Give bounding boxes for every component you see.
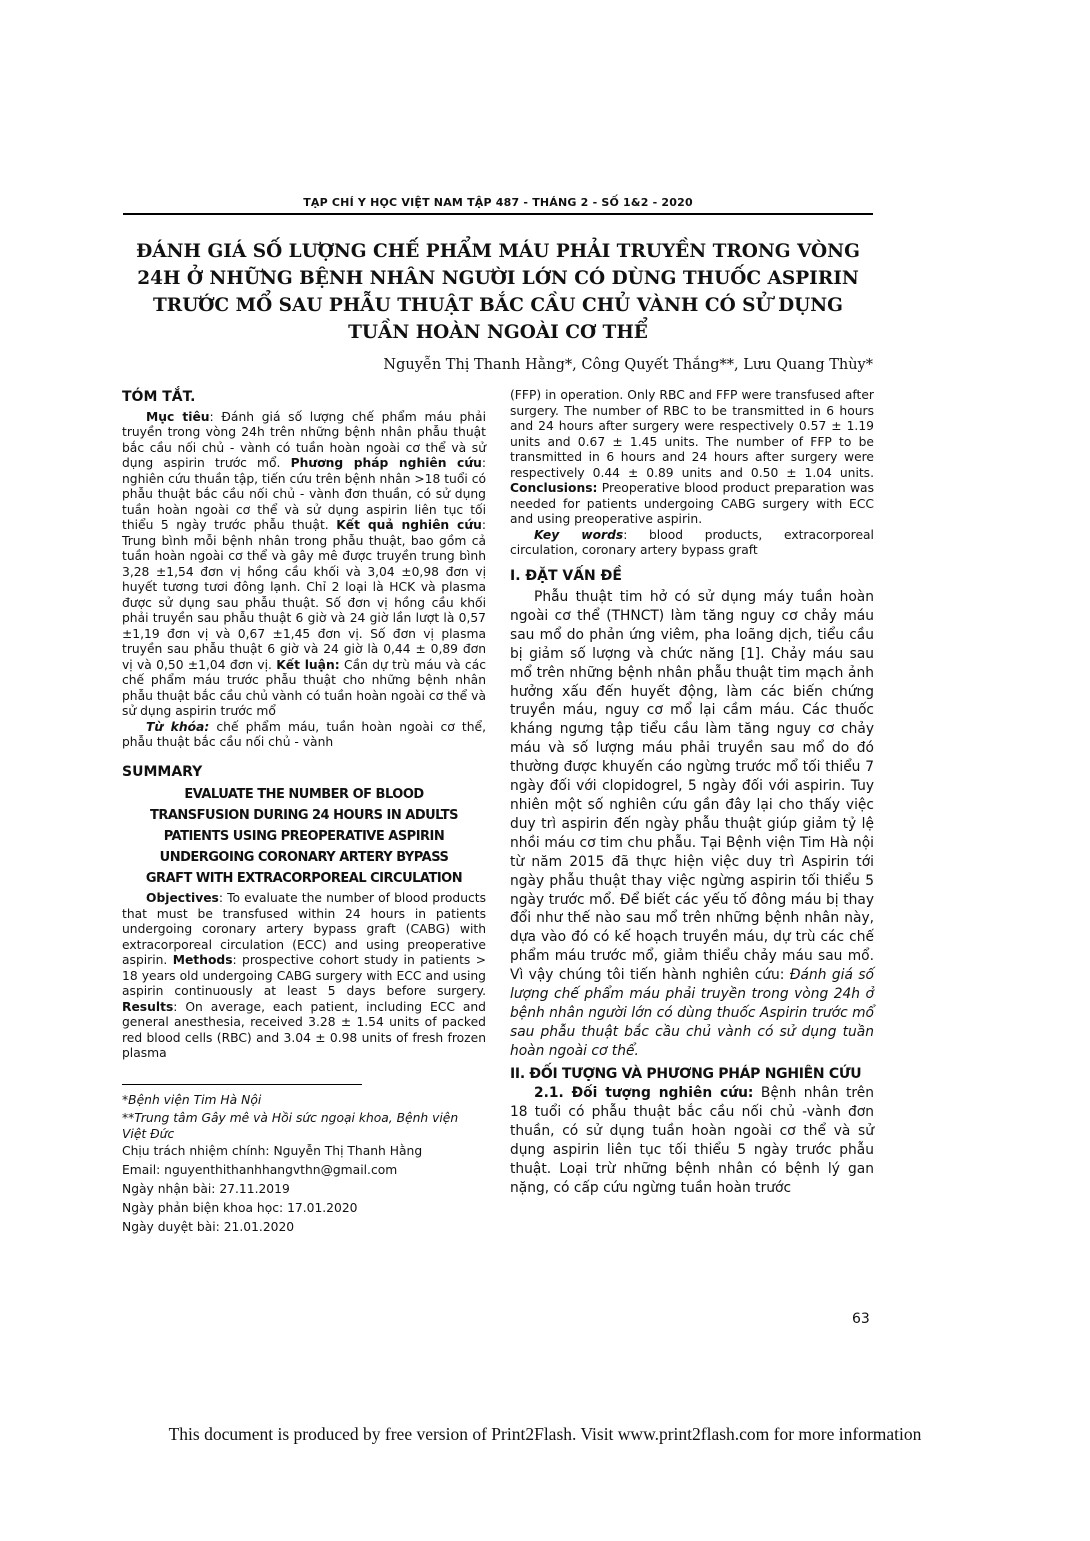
footnote-affiliation-1: *Bệnh viện Tim Hà Nội: [122, 1092, 262, 1107]
ket-qua-label: Kết quả nghiên cứu: [336, 518, 482, 532]
key-words-text: : blood products, extracorporeal circulation, coronary artery bypass graft: [510, 527, 874, 557]
tu-khoa-label: Từ khóa:: [146, 719, 210, 734]
results-label: Results: [122, 999, 174, 1014]
article-title: [123, 238, 873, 346]
tu-khoa-text: chế phẩm máu, tuần hoàn ngoài cơ thể, phẫu thuật bắc cầu nối chủ - vành: [122, 719, 486, 749]
footnote-reviewed: Ngày phản biện khoa học: 17.01.2020: [122, 1200, 358, 1215]
left-column: [122, 390, 486, 1237]
footnote-responsible: Chịu trách nhiệm chính: Nguyễn Thị Thanh Hằng: [122, 1143, 423, 1158]
tom-tat-heading: TÓM TẮT.: [122, 389, 196, 405]
section-1-heading: I. ĐẶT VẤN ĐỀ: [510, 567, 622, 584]
title-line: 24H Ở NHỮNG BỆNH NHÂN NGƯỜI LỚN CÓ DÙNG THUỐC ASPIRIN: [137, 268, 859, 289]
section-1-body: [510, 588, 874, 1061]
english-title: [122, 784, 486, 889]
title-line: TUẦN HOÀN NGOÀI CƠ THỂ: [348, 322, 648, 343]
section-2-heading: II. ĐỐI TƯỢNG VÀ PHƯƠNG PHÁP NGHIÊN CỨU: [510, 1065, 862, 1082]
methods-text: : prospective cohort study in patients > 18 years old undergoing CABG surgery with ECC and using aspirin continuously at least 5 days before surgery.: [122, 953, 487, 998]
title-line: TRƯỚC MỔ SAU PHẪU THUẬT BẮC CẦU CHỦ VÀNH CÓ SỬ DỤNG: [153, 295, 843, 316]
phuong-phap-text: : nghiên cứu thuần tập, tiến cứu trên bệnh nhân >18 tuổi có phẫu thuật bắc cầu nối chủ - vành đơn thuần, có sử dụng tuần hoàn ngoài cơ thể và sử dụng aspirin liên tục tối thiểu 5 ngày trước phẫu thuật.: [122, 456, 486, 532]
key-words: [510, 528, 874, 559]
title-line: ĐÁNH GIÁ SỐ LƯỢNG CHẾ PHẨM MÁU PHẢI TRUYỀN TRONG VÒNG: [136, 241, 860, 262]
header-rule: [123, 213, 873, 215]
muc-tieu-text: : Đánh giá số lượng chế phẩm máu phải truyền trong vòng 24h trên những bệnh nhân phẫu thuật bắc cầu nối chủ - vành có tuần hoàn ngoài cơ thể và sử dụng aspirin trước mổ.: [122, 409, 487, 470]
ket-luan-text: Cần dự trù máu và các chế phẩm máu trước phẫu thuật cho những bệnh nhân phẫu thuật bắc cầu chủ vành có tuần hoàn ngoài cơ thể và sử dụng aspirin trước mổ: [122, 657, 486, 718]
authors: Nguyễn Thị Thanh Hằng*, Công Quyết Thắng**, Lưu Quang Thùy*: [383, 357, 873, 373]
section-2-1-label: 2.1. Đối tượng nghiên cứu:: [534, 1085, 754, 1102]
footnote-received: Ngày nhận bài: 27.11.2019: [122, 1181, 290, 1196]
summary-abstract: [122, 891, 486, 1062]
right-column: [510, 388, 874, 1198]
methods-label: Methods: [172, 953, 233, 967]
phuong-phap-label: Phương pháp nghiên cứu: [290, 456, 482, 470]
print2flash-watermark: This document is produced by free version of Print2Flash. Visit www.print2flash.com for more information: [168, 1424, 922, 1444]
english-title-line: EVALUATE THE NUMBER OF BLOOD: [184, 787, 424, 802]
objectives-text: : To evaluate the number of blood products that must be transfused within 24 hours in patients undergoing coronary artery bypass graft (CABG) with extracorporeal circulation (ECC) and using preoperative aspirin.: [122, 891, 486, 967]
footnote-email: Email: nguyenthithanhhangvthn@gmail.com: [122, 1162, 398, 1177]
footnote-affiliation-2: **Trung tâm Gây mê và Hồi sức ngoại khoa, Bệnh viện Việt Đức: [122, 1110, 459, 1141]
section-2-body: [510, 1084, 874, 1197]
footnote-accepted: Ngày duyệt bài: 21.01.2020: [122, 1219, 295, 1234]
results-text-right: (FFP) in operation. Only RBC and FFP were transfused after surgery. The number of RBC to be transmitted in 6 hours and 24 hours after surgery were respectively 0.57 ± 1.19 units and 0.67 ± 1.45 units. The number of FFP to be transmitted in 6 hours and 24 hours after surgery were respectively 0.44 ± 0.89 units and 0.50 ± 1.04 units.: [510, 388, 874, 480]
results-text-left: : On average, each patient, including ECC and general anesthesia, received 3.28 ± 1.54 units of packed red blood cells (RBC) and 3.04 ± 0.98 units of fresh frozen plasma: [122, 999, 486, 1060]
section-2-1-text: Bệnh nhân trên 18 tuổi có phẫu thuật bắc cầu nối chủ -vành đơn thuần, có sử dụng tuần hoàn ngoài cơ thể và sử dụng aspirin liên tục tối thiểu 5 ngày trước phẫu thuật. Loại trừ những bệnh nhân có bệnh lý gan nặng, có cấp cứu ngừng tuần hoàn trước: [510, 1085, 874, 1196]
page-number: 63: [852, 1311, 870, 1327]
key-words-label: Key words: [534, 527, 624, 542]
tu-khoa: [122, 720, 486, 751]
english-title-line: TRANSFUSION DURING 24 HOURS IN ADULTS: [149, 808, 459, 823]
tom-tat-abstract: [122, 410, 486, 720]
journal-header: TẠP CHÍ Y HỌC VIỆT NAM TẬP 487 - THÁNG 2 - SỐ 1&2 - 2020: [303, 196, 693, 209]
english-title-line: GRAFT WITH EXTRACORPOREAL CIRCULATION: [145, 871, 463, 886]
summary-heading: SUMMARY: [122, 763, 203, 780]
conclusions-text: Preoperative blood product preparation was needed for patients undergoing CABG surgery with ECC and using preoperative aspirin.: [510, 481, 874, 526]
ket-qua-text: : Trung bình mỗi bệnh nhân trong phẫu thuật, bao gồm cả tuần hoàn ngoài cơ thể và gây mê được truyền trung bình 3,28 ±1,54 đơn vị hồng cầu khối và 3,04 ±0,98 đơn vị huyết tương tươi đông lạnh. Chỉ 2 loại là HCK và plasma được sử dụng sau phẫu thuật. Số đơn vị hồng cầu khối phải truyền sau phẫu thuật 6 giờ và 24 giờ lần lượt là 0,57 ±1,19 đơn vị và 0,67 ±1,45 đơn vị. Số đơn vị plasma truyền sau phẫu thuật 6 giờ và 24 giờ là 0,44 ± 0,89 đơn vị và 0,50 ±1,04 đơn vị.: [122, 518, 486, 672]
section-1-text: Phẫu thuật tim hở có sử dụng máy tuần hoàn ngoài cơ thể (THNCT) làm tăng nguy cơ chảy máu sau mổ do phản ứng viêm, pha loãng dịch, tiểu cầu bị giảm số lượng và chức năng [1]. Chảy máu sau mổ trên những bệnh nhân phẫu thuật tim mạch ảnh hưởng xấu đến huyết động, làm các biến chứng truyền máu, nguy cơ mổ lại cầm máu. Các thuốc kháng ngưng tập tiểu cầu làm tăng nguy cơ chảy máu và số lượng máu phải truyền sau mổ do đó thường được khuyến cáo ngừng trước mổ tối thiểu 7 ngày đối với clopidogrel, 5 ngày đối với aspirin. Tuy nhiên một số nghiên cứu gần đây lại cho thấy việc duy trì aspirin đến ngày phẫu thuật giúp giảm tỷ lệ nhồi máu cơ tim chu phẫu. Tại Bệnh viện Tim Hà nội từ năm 2015 đã thực hiện việc duy trì Aspirin tới ngày phẫu thuật thay việc ngừng aspirin tối thiểu 5 ngày trước mổ. Để biết các yếu tố đông máu bị thay đổi như thế nào sau mổ trên những bệnh nhân này, dựa vào đó có kế hoạch truyền máu, dự trù các chế phẩm máu trước mổ, giảm thiểu chảy máu sau mổ. Vì vậy chúng tôi tiến hành nghiên cứu:: [510, 589, 874, 984]
section-1-italic-text: Đánh giá số lượng chế phẩm máu phải truyền trong vòng 24h ở bệnh nhân người lớn có dùng thuốc Aspirin trước mổ sau phẫu thuật bắc cầu chủ vành có sử dụng tuần hoàn ngoài cơ thể.: [510, 967, 874, 1059]
conclusions-label: Conclusions:: [510, 481, 598, 495]
english-title-line: PATIENTS USING PREOPERATIVE ASPIRIN: [163, 829, 445, 844]
objectives-label: Objectives: [146, 891, 219, 905]
footnote-rule: [122, 1084, 362, 1085]
english-title-line: UNDERGOING CORONARY ARTERY BYPASS: [159, 850, 449, 865]
summary-abstract-continued: [510, 388, 874, 528]
ket-luan-label: Kết luận:: [276, 657, 340, 672]
muc-tieu-label: Mục tiêu: [146, 409, 210, 424]
